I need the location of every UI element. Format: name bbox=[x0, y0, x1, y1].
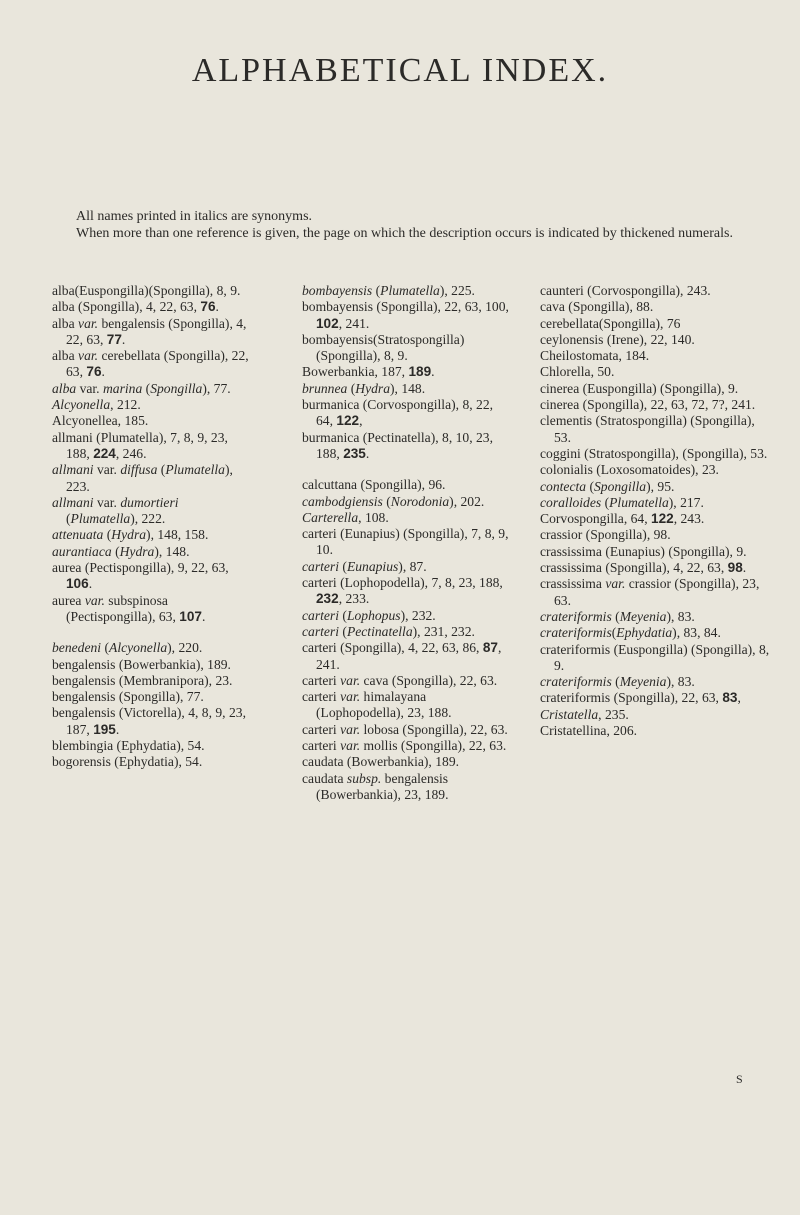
index-entry: bogorensis (Ephydatia), 54. bbox=[52, 754, 203, 770]
index-entry: Cheilostomata, 184. bbox=[540, 348, 650, 364]
index-entry: carteri (Eunapius) (Spongilla), 7, 8, 9, 10. bbox=[302, 526, 509, 558]
index-entry: aurea var. subspinosa (Pectispongilla), 63, 107. bbox=[52, 592, 206, 624]
index-entry: carteri (Pectinatella), 231, 232. bbox=[302, 623, 475, 639]
index-entry: alba (Spongilla), 4, 22, 63, 76. bbox=[52, 299, 219, 315]
index-entry: carteri var. mollis (Spongilla), 22, 63. bbox=[302, 738, 507, 754]
index-entry: cinerea (Euspongilla) (Spongilla), 9. bbox=[540, 380, 739, 396]
index-entry: bengalensis (Bowerbankia), 189. bbox=[52, 656, 231, 672]
index-entry: brunnea (Hydra), 148. bbox=[302, 380, 426, 396]
index-column-3 bbox=[540, 283, 772, 739]
index-entry: burmanica (Corvospongilla), 8, 22, 64, 122, bbox=[302, 397, 494, 429]
index-entry: alba var. bengalensis (Spongilla), 4, 22, 63, 77. bbox=[52, 315, 247, 347]
index-entry: cinerea (Spongilla), 22, 63, 72, 7?, 241. bbox=[540, 397, 756, 413]
index-entry: crateriformis (Meyenia), 83. bbox=[540, 608, 695, 624]
index-entry: cerebellata(Spongilla), 76 bbox=[540, 315, 681, 331]
signature-mark: S bbox=[736, 1072, 743, 1086]
index-entry: carteri (Eunapius), 87. bbox=[302, 558, 427, 574]
index-entry: Bowerbankia, 187, 189. bbox=[302, 364, 435, 380]
index-entry: allmani var. dumortieri (Plumatella), 222. bbox=[52, 494, 179, 527]
index-entry: alba var. marina (Spongilla), 77. bbox=[52, 380, 231, 396]
index-entry: Chlorella, 50. bbox=[540, 364, 615, 380]
index-entry: Alcyonella, 212. bbox=[52, 397, 141, 413]
index-entry: allmani (Plumatella), 7, 8, 9, 23, 188, 224, 246. bbox=[52, 429, 228, 461]
index-entry: bengalensis (Victorella), 4, 8, 9, 23, 187, 195. bbox=[52, 705, 246, 737]
index-entry: carteri var. cava (Spongilla), 22, 63. bbox=[302, 672, 498, 688]
index-entry: caudata subsp. bengalensis (Bowerbankia), 23, 189. bbox=[302, 770, 449, 802]
index-entry: caunteri (Corvospongilla), 243. bbox=[540, 283, 711, 298]
index-entry: coggini (Stratospongilla), (Spongilla), 53. bbox=[540, 445, 768, 461]
index-column-1 bbox=[52, 283, 252, 771]
index-columns bbox=[52, 283, 772, 1183]
index-entry: calcuttana (Spongilla), 96. bbox=[302, 477, 446, 493]
index-entry: Corvospongilla, 64, 122, 243. bbox=[540, 511, 705, 527]
section-gap bbox=[52, 625, 252, 640]
index-entry: crateriformis(Ephydatia), 83, 84. bbox=[540, 625, 721, 641]
index-entry: bombayensis (Spongilla), 22, 63, 100, 102, 241. bbox=[302, 299, 509, 331]
index-entry: bombayensis(Stratospongilla) (Spongilla), 8, 9. bbox=[302, 331, 465, 364]
index-entry: cava (Spongilla), 88. bbox=[540, 299, 654, 315]
index-entry: aurea (Pectispongilla), 9, 22, 63, 106. bbox=[52, 560, 229, 592]
index-entry: cambodgiensis (Norodonia), 202. bbox=[302, 493, 485, 509]
italics-note: All names printed in italics are synonyms. bbox=[76, 209, 313, 224]
index-entry: blembingia (Ephydatia), 54. bbox=[52, 738, 205, 754]
index-entry: crateriformis (Meyenia), 83. bbox=[540, 674, 695, 690]
index-entry: coralloides (Plumatella), 217. bbox=[540, 494, 704, 510]
index-entry: carteri var. lobosa (Spongilla), 22, 63. bbox=[302, 721, 508, 737]
index-entry: clementis (Stratospongilla) (Spongilla), 53. bbox=[540, 413, 755, 445]
index-entry: crateriformis (Euspongilla) (Spongilla), 8, 9. bbox=[540, 641, 770, 673]
index-entry: benedeni (Alcyonella), 220. bbox=[52, 640, 203, 656]
index-entry: colonialis (Loxosomatoides), 23. bbox=[540, 462, 719, 478]
index-entry: bengalensis (Spongilla), 77. bbox=[52, 689, 204, 705]
index-entry: carteri (Spongilla), 4, 22, 63, 86, 87, 241. bbox=[302, 640, 502, 672]
index-entry: Cristatellina, 206. bbox=[540, 723, 638, 739]
index-entry: crassissima (Eunapius) (Spongilla), 9. bbox=[540, 543, 747, 559]
index-entry: carteri (Lophopodella), 7, 8, 23, 188, 232, 233. bbox=[302, 575, 503, 607]
index-entry: allmani var. diffusa (Plumatella), 223. bbox=[52, 462, 233, 494]
section-gap bbox=[302, 462, 512, 477]
index-entry: alba(Euspongilla)(Spongilla), 8, 9. bbox=[52, 283, 241, 298]
index-entry: crassissima var. crassior (Spongilla), 23, 63. bbox=[540, 576, 760, 608]
index-entry: ceylonensis (Irene), 22, 140. bbox=[540, 331, 695, 347]
index-entry: Cristatella, 235. bbox=[540, 706, 629, 722]
index-entry: carteri (Lophopus), 232. bbox=[302, 607, 436, 623]
numerals-note: When more than one reference is given, the page on which the description occurs is indicated by thickened numerals. bbox=[76, 226, 733, 241]
index-entry: burmanica (Pectinatella), 8, 10, 23, 188, 235. bbox=[302, 429, 494, 461]
index-entry: crassior (Spongilla), 98. bbox=[540, 527, 671, 543]
index-notes bbox=[52, 208, 772, 242]
index-entry: caudata (Bowerbankia), 189. bbox=[302, 754, 460, 770]
index-entry: contecta (Spongilla), 95. bbox=[540, 478, 675, 494]
index-entry: aurantiaca (Hydra), 148. bbox=[52, 543, 190, 559]
index-entry: carteri var. himalayana (Lophopodella), 23, 188. bbox=[302, 689, 452, 721]
index-entry: crassissima (Spongilla), 4, 22, 63, 98. bbox=[540, 560, 747, 576]
index-entry: attenuata (Hydra), 148, 158. bbox=[52, 527, 209, 543]
index-entry: Alcyonellea, 185. bbox=[52, 413, 149, 429]
page-title: ALPHABETICAL INDEX. bbox=[191, 52, 609, 89]
index-entry: crateriformis (Spongilla), 22, 63, 83, bbox=[540, 690, 741, 706]
index-entry: alba var. cerebellata (Spongilla), 22, 63, 76. bbox=[52, 348, 249, 380]
index-entry: bombayensis (Plumatella), 225. bbox=[302, 283, 475, 298]
index-column-2 bbox=[302, 283, 512, 803]
index-entry: bengalensis (Membranipora), 23. bbox=[52, 672, 233, 688]
index-entry: Carterella, 108. bbox=[302, 509, 389, 525]
